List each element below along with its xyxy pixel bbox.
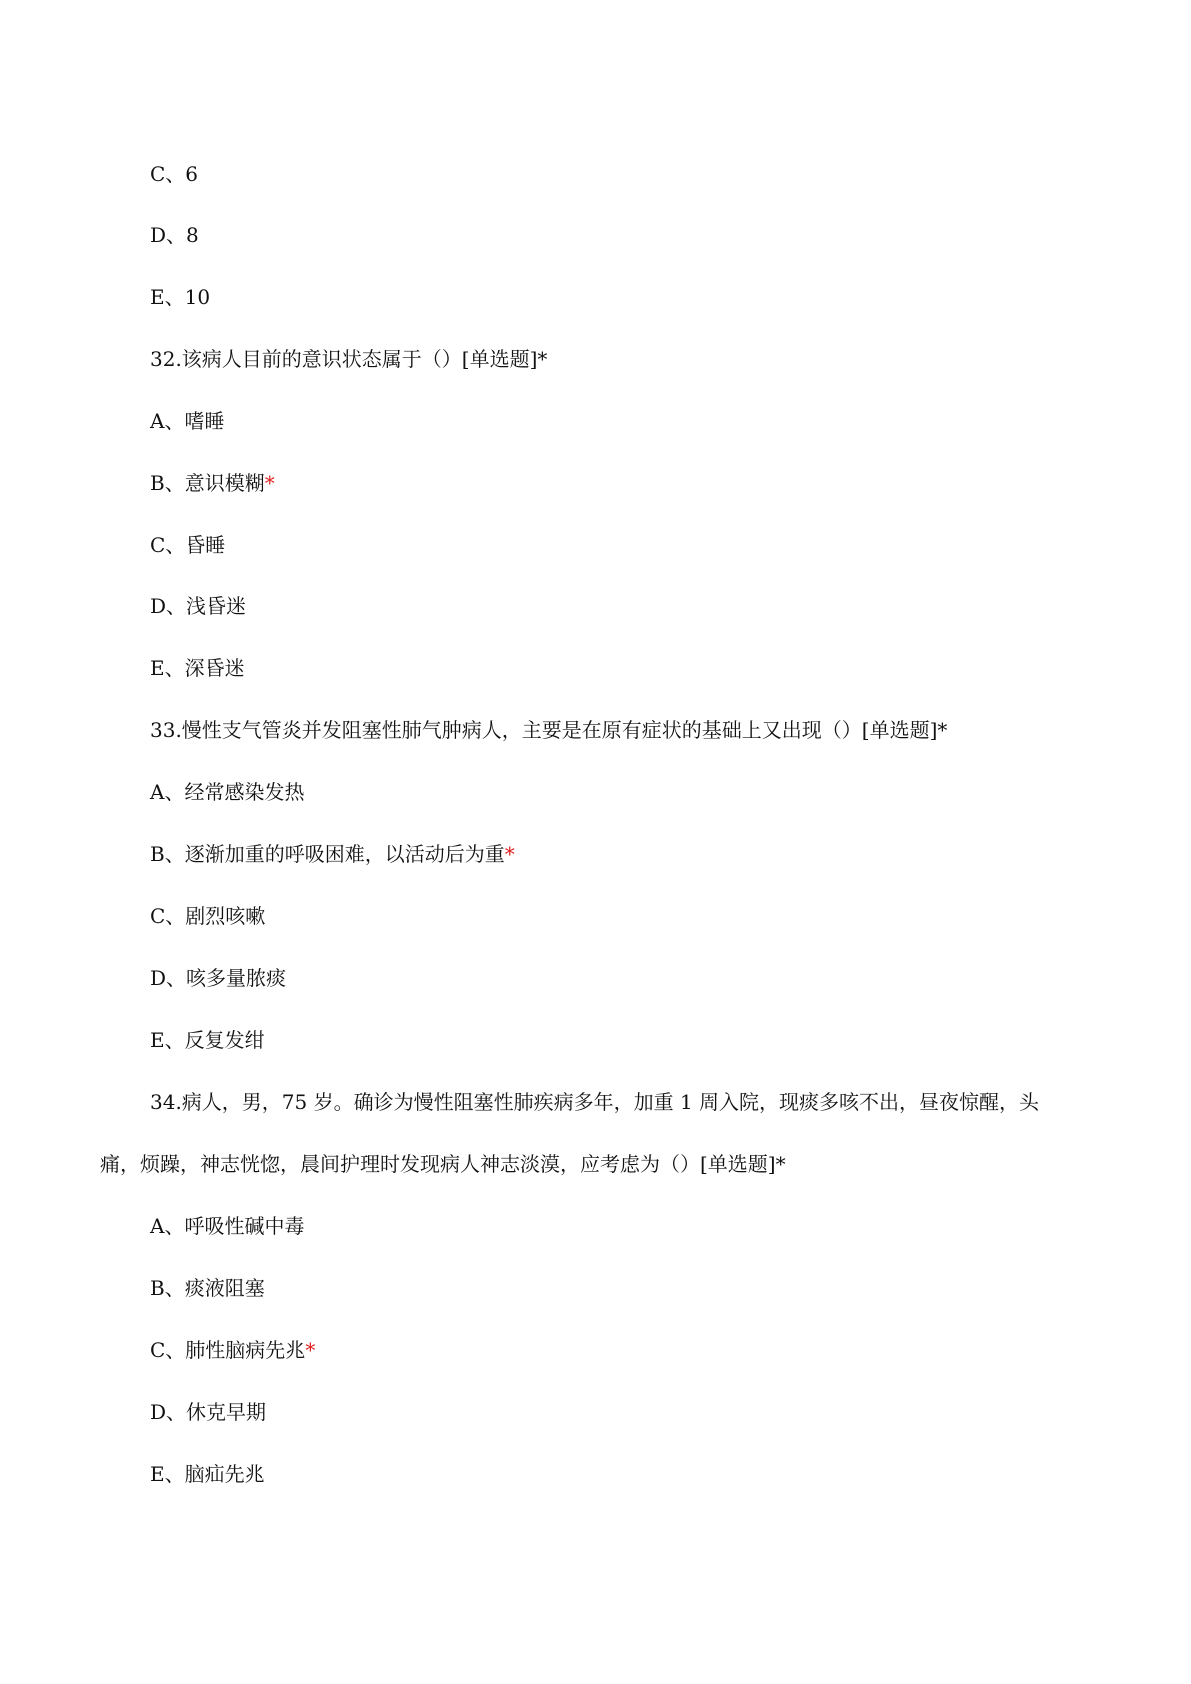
question-32-option-b (150, 470, 275, 496)
option-text: A、嗜睡 (150, 409, 225, 433)
question-32-option-a (150, 408, 224, 434)
question-33-option-d (150, 965, 286, 991)
question-34-stem-line-2 (100, 1151, 786, 1177)
question-33-option-a (150, 779, 304, 805)
option-text: D、8 (150, 223, 199, 247)
question-text: 34.病人，男，75 岁。确诊为慢性阻塞性肺疾病多年，加重 1 周入院，现痰多咳不出，昼夜惊醒，头 (150, 1090, 1040, 1114)
option-d (150, 222, 199, 248)
question-34-option-a (150, 1213, 304, 1239)
option-e (150, 284, 210, 310)
option-text: D、休克早期 (150, 1400, 267, 1424)
option-text: A、呼吸性碱中毒 (150, 1214, 305, 1238)
required-mark: * (537, 347, 548, 371)
question-32-stem (150, 346, 547, 372)
question-33-option-b (150, 841, 515, 867)
question-text: 33.慢性支气管炎并发阻塞性肺气肿病人，主要是在原有症状的基础上又出现（）[单选题] (150, 718, 938, 742)
correct-answer-mark: * (305, 1338, 316, 1362)
required-mark: * (775, 1152, 786, 1176)
option-c (150, 161, 198, 187)
question-32-option-e (150, 655, 245, 681)
required-mark: * (937, 718, 948, 742)
question-text: 痛，烦躁，神志恍惚，晨间护理时发现病人神志淡漠，应考虑为（）[单选题] (100, 1152, 776, 1176)
question-34-option-b (150, 1275, 265, 1301)
question-33-stem (150, 717, 947, 743)
question-34-option-c (150, 1337, 315, 1363)
option-text: B、痰液阻塞 (150, 1276, 265, 1300)
option-text: B、意识模糊 (150, 471, 265, 495)
option-text: C、剧烈咳嗽 (150, 904, 266, 928)
option-text: B、逐渐加重的呼吸困难，以活动后为重 (150, 842, 505, 866)
option-text: E、反复发绀 (150, 1028, 265, 1052)
question-34-stem-line-1 (150, 1089, 1039, 1115)
option-text: C、6 (150, 162, 199, 186)
option-text: A、经常感染发热 (150, 780, 305, 804)
option-text: E、10 (150, 285, 211, 309)
question-33-option-c (150, 903, 265, 929)
question-32-option-c (150, 532, 225, 558)
option-text: E、深昏迷 (150, 656, 245, 680)
option-text: C、昏睡 (150, 533, 226, 557)
option-text: D、咳多量脓痰 (150, 966, 287, 990)
question-33-option-e (150, 1027, 265, 1053)
question-34-option-d (150, 1399, 266, 1425)
question-text: 32.该病人目前的意识状态属于（）[单选题] (150, 347, 538, 371)
option-text: E、脑疝先兆 (150, 1462, 265, 1486)
correct-answer-mark: * (504, 842, 515, 866)
question-32-option-d (150, 593, 246, 619)
option-text: D、浅昏迷 (150, 594, 247, 618)
question-34-option-e (150, 1461, 265, 1487)
correct-answer-mark: * (264, 471, 275, 495)
option-text: C、肺性脑病先兆 (150, 1338, 306, 1362)
